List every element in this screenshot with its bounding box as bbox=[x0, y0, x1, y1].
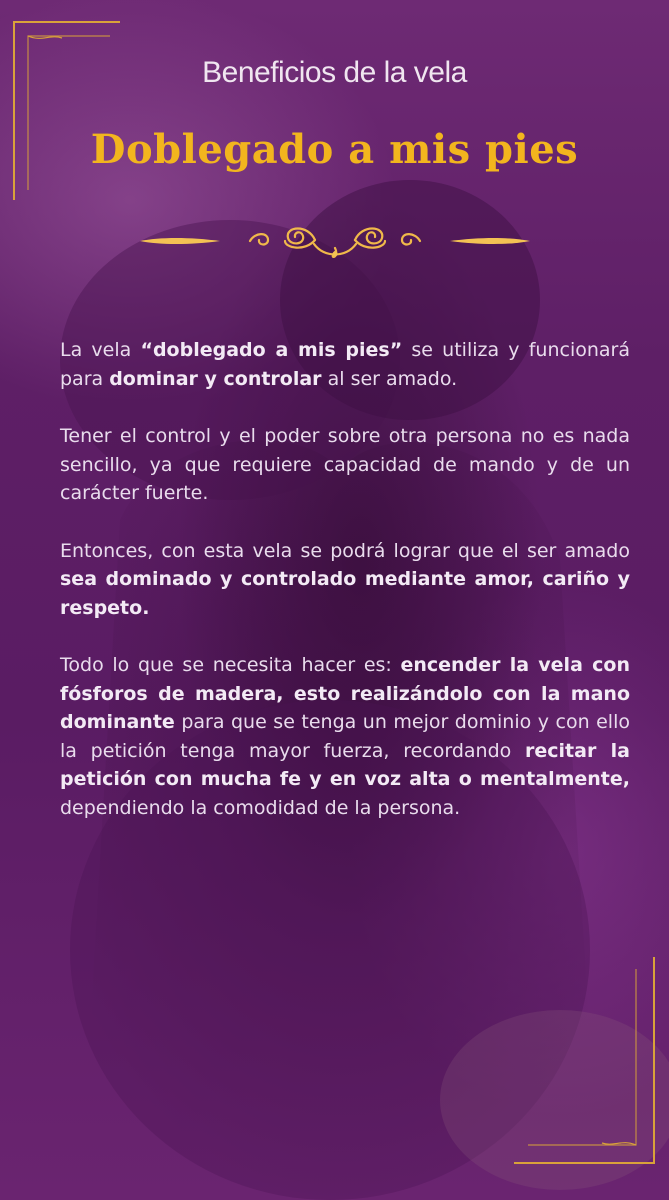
body-text: se utiliza y funcionará para bbox=[60, 339, 630, 390]
body-paragraph bbox=[60, 422, 630, 508]
card-body bbox=[60, 336, 630, 851]
emphasis-text: sea dominado y controlado mediante amor, cariño y respeto. bbox=[60, 568, 630, 619]
corner-frame-top-left-icon bbox=[10, 14, 130, 204]
body-text: dependiendo la comodidad de la persona. bbox=[60, 796, 461, 819]
emphasis-text: recitar la petición con mucha fe y en voz alta o mentalmente, bbox=[60, 739, 630, 790]
corner-frame-bottom-right-icon bbox=[508, 955, 658, 1170]
emphasis-text: encender la vela con fósforos de madera, esto realizándolo con la mano dominante bbox=[60, 654, 630, 733]
gold-swirl-divider-icon bbox=[100, 218, 570, 268]
emphasis-text: “doblegado a mis pies” bbox=[140, 339, 403, 361]
emphasis-text: dominar y controlar bbox=[109, 367, 322, 390]
body-paragraph bbox=[60, 651, 630, 822]
body-text: Tener el control y el poder sobre otra persona no es nada sencillo, ya que requiere capacidad de mando y de un carácter fuerte. bbox=[60, 425, 630, 504]
card-title: Doblegado a mis pies bbox=[90, 126, 579, 173]
body-text: para que se tenga un mejor dominio y con ello la petición tenga mayor fuerza, recordando bbox=[60, 711, 630, 762]
body-text: La vela bbox=[60, 339, 141, 361]
body-text: Entonces, con esta vela se podrá lograr que el ser amado bbox=[60, 539, 630, 562]
body-text: Todo lo que se necesita hacer es: bbox=[60, 654, 401, 676]
card-subtitle: Beneficios de la vela bbox=[202, 56, 467, 89]
body-text: al ser amado. bbox=[321, 367, 458, 390]
body-paragraph bbox=[60, 537, 630, 623]
body-paragraph bbox=[60, 336, 630, 393]
